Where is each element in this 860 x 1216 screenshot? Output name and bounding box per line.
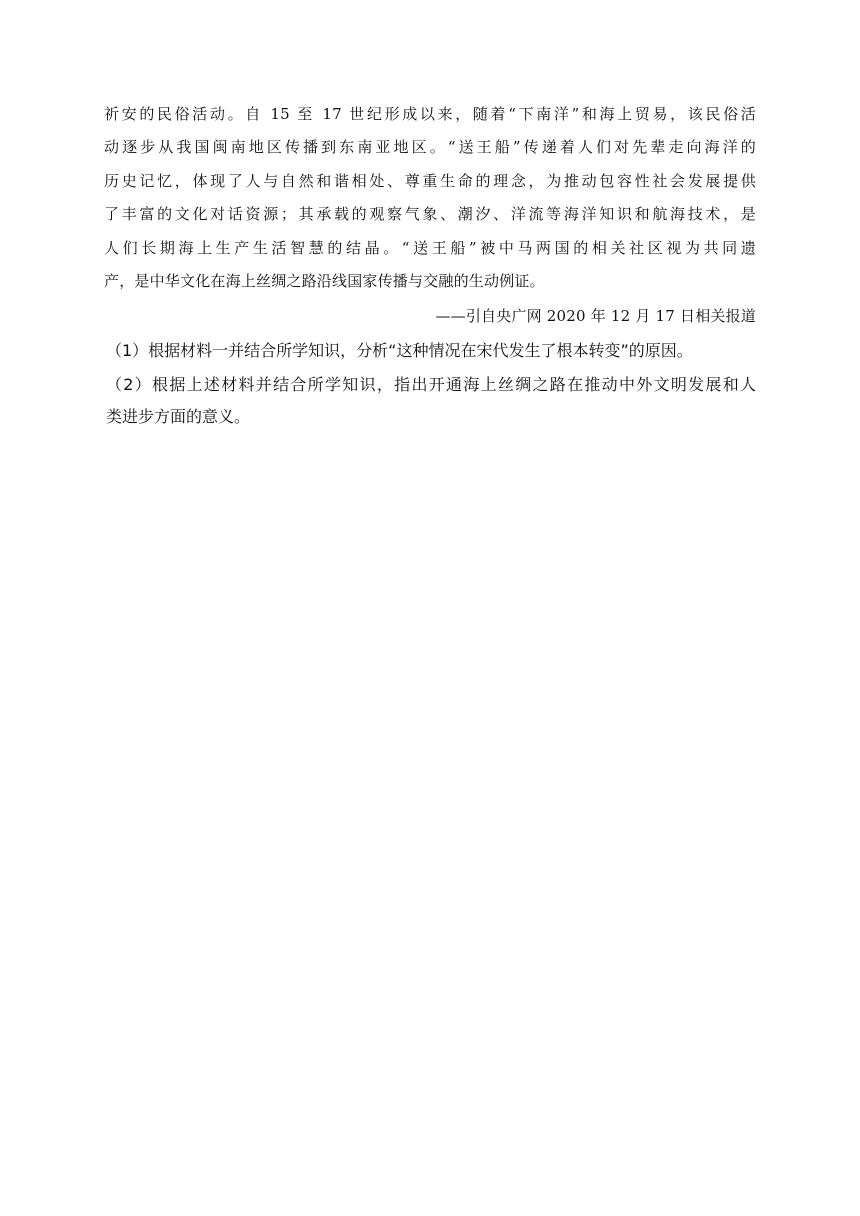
source-citation: ——引自央广网 2020 年 12 月 17 日相关报道	[435, 307, 756, 325]
question-2-line-2: 类进步方面的意义。	[106, 407, 251, 426]
material-text-line-5: 人们长期海上生产生活智慧的结晶。“送王船”被中马两国的相关社区视为共同遗	[104, 239, 756, 257]
material-text-line-3: 历史记忆，体现了人与自然和谐相处、尊重生命的理念，为推动包容性社会发展提供	[104, 172, 756, 190]
question-2-line-1: （2）根据上述材料并结合所学知识，指出开通海上丝绸之路在推动中外文明发展和人	[106, 375, 756, 394]
material-text-line-6: 产，是中华文化在海上丝绸之路沿线国家传播与交融的生动例证。	[104, 272, 545, 290]
material-text-line-4: 了丰富的文化对话资源；其承载的观察气象、潮汐、洋流等海洋知识和航海技术，是	[104, 205, 756, 223]
question-1: （1）根据材料一并结合所学知识，分析“这种情况在宋代发生了根本转变”的原因。	[106, 341, 693, 360]
material-text-line-2: 动逐步从我国闽南地区传播到东南亚地区。“送王船”传递着人们对先辈走向海洋的	[104, 138, 756, 156]
material-text-line-1: 祈安的民俗活动。自 15 至 17 世纪形成以来，随着“下南洋”和海上贸易，该民俗活	[104, 105, 756, 123]
